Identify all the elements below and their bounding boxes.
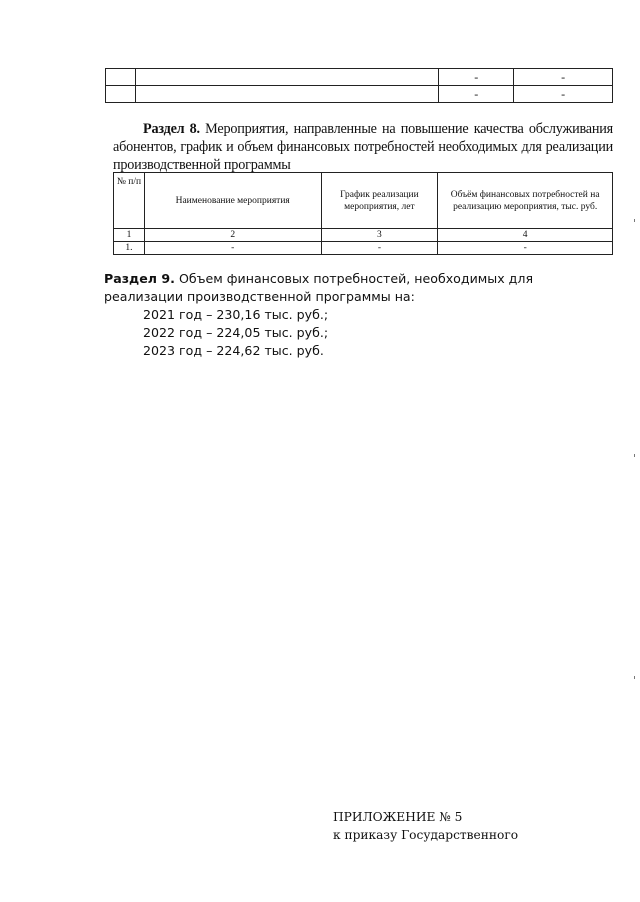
section-9-heading: [104, 270, 614, 306]
table-cell: [106, 86, 136, 103]
column-header: Наименование мероприятия: [144, 173, 321, 229]
table-cell: 2: [144, 229, 321, 242]
section-8-heading: [113, 120, 613, 174]
table-header-row: [114, 173, 613, 229]
table-cell: [135, 86, 438, 103]
table-cell: 3: [321, 229, 438, 242]
table-row: [114, 242, 613, 255]
section-9-label: Раздел 9.: [104, 271, 175, 286]
section-9-title: Объем финансовых потребностей, необходимых для реализации производственной программы на:: [104, 271, 534, 304]
table-row: [106, 69, 613, 86]
column-header: № п/п: [114, 173, 145, 229]
table-cell: 1.: [114, 242, 145, 255]
column-header: График реализации мероприятия, лет: [321, 173, 438, 229]
column-header: Объём финансовых потребностей на реализацию мероприятия, тыс. руб.: [438, 173, 613, 229]
section-8-table: [113, 172, 613, 255]
table-cell: -: [439, 86, 514, 103]
table-cell: -: [438, 242, 613, 255]
table-cell: -: [439, 69, 514, 86]
year-item: 2023 год – 224,62 тыс. руб.: [143, 343, 324, 358]
table-cell: -: [144, 242, 321, 255]
scan-mark: [634, 219, 635, 222]
appendix-title: ПРИЛОЖЕНИЕ № 5: [333, 810, 463, 824]
table-cell: 4: [438, 229, 613, 242]
table-cell: -: [514, 69, 613, 86]
appendix-subtitle: к приказу Государственного: [333, 828, 519, 842]
table-row: [106, 86, 613, 103]
table-cell: 1: [114, 229, 145, 242]
table-cell: [106, 69, 136, 86]
year-list: [143, 306, 614, 360]
table-cell: -: [514, 86, 613, 103]
table-number-row: [114, 229, 613, 242]
section-8-title: Мероприятия, направленные на повышение качества обслуживания абонентов, график и объем финансовых потребностей необходимых для реализации производственной программы: [113, 121, 613, 173]
top-table-fragment: [105, 68, 613, 103]
section-9: [104, 270, 614, 360]
section-8-label: Раздел 8.: [143, 121, 200, 137]
table-cell: [135, 69, 438, 86]
year-item: 2021 год – 230,16 тыс. руб.;: [143, 307, 329, 322]
table-cell: -: [321, 242, 438, 255]
year-item: 2022 год – 224,05 тыс. руб.;: [143, 325, 329, 340]
appendix-block: [333, 808, 518, 844]
scan-mark: [634, 676, 635, 679]
scan-mark: [634, 454, 635, 457]
